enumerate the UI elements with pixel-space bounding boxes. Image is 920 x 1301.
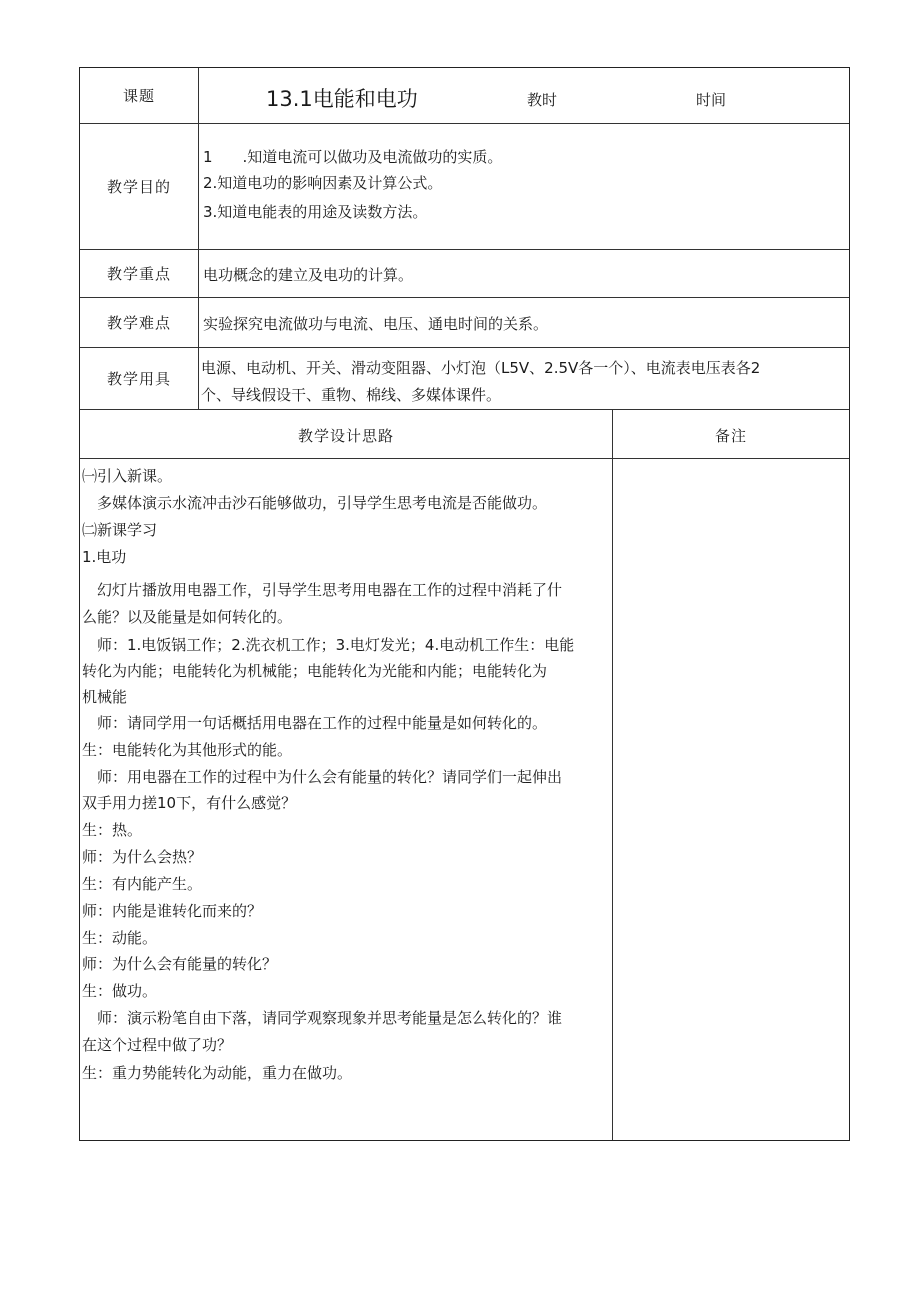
objective-item-1: 1 .知道电流可以做功及电流做功的实质。	[203, 148, 503, 166]
objective-item-3: 3.知道电能表的用途及读数方法。	[203, 203, 428, 221]
key-points-row	[80, 250, 849, 298]
topic-label: 课题	[80, 68, 199, 123]
design-line: ㈡新课学习	[82, 521, 158, 539]
design-title: 教学设计思路	[297, 427, 394, 445]
design-line: 转化为内能；电能转化为机械能；电能转化为光能和内能；电能转化为	[82, 662, 548, 680]
lesson-plan-table	[79, 67, 850, 1141]
topic-row	[80, 68, 849, 124]
difficulties-row	[80, 298, 849, 348]
design-line: 生：热。	[82, 821, 143, 839]
design-line: 多媒体演示水流冲击沙石能够做功，引导学生思考电流是否能做功。	[82, 494, 548, 512]
tools-line-2: 个、导线假设干、重物、棉线、多媒体课件。	[201, 386, 502, 404]
time-label: 时间	[696, 91, 727, 109]
design-line: 在这个过程中做了功？	[82, 1036, 233, 1054]
key-points-text: 电功概念的建立及电功的计算。	[203, 266, 414, 284]
design-line: 1.电功	[82, 548, 127, 566]
design-line: 师：内能是谁转化而来的？	[82, 902, 263, 920]
design-line: 师：用电器在工作的过程中为什么会有能量的转化？请同学们一起伸出	[82, 768, 563, 786]
design-line: 师：演示粉笔自由下落，请同学观察现象并思考能量是怎么转化的？谁	[82, 1009, 563, 1027]
tools-line-1: 电源、电动机、开关、滑动变阻器、小灯泡（L5V、2.5V各一个）、电流表电压表各2	[201, 359, 761, 377]
design-line: 生：电能转化为其他形式的能。	[82, 741, 293, 759]
design-line: 机械能	[82, 688, 128, 706]
key-points-label: 教学重点	[80, 250, 199, 297]
topic-title: 13.1电能和电功	[266, 87, 418, 111]
design-line: ㈠引入新课。	[82, 467, 173, 485]
design-line: 师：请同学用一句话概括用电器在工作的过程中能量是如何转化的。	[82, 714, 548, 732]
difficulties-label: 教学难点	[80, 298, 199, 347]
difficulties-text: 实验探究电流做功与电流、电压、通电时间的关系。	[203, 315, 549, 333]
design-header-row	[80, 410, 849, 459]
tools-label: 教学用具	[80, 348, 199, 409]
remarks-title: 备注	[714, 427, 747, 445]
design-line: 生：有内能产生。	[82, 875, 203, 893]
design-line: 师：为什么会有能量的转化？	[82, 955, 278, 973]
remarks-cell	[613, 459, 849, 1140]
objectives-label: 教学目的	[80, 124, 199, 249]
objectives-row	[80, 124, 849, 250]
tools-row	[80, 348, 849, 410]
design-line: 生：重力势能转化为动能，重力在做功。	[82, 1064, 353, 1082]
design-line: 师：为什么会热？	[82, 848, 203, 866]
design-line: 双手用力搓10下，有什么感觉？	[82, 794, 297, 812]
design-line: 师：1.电饭锅工作；2.洗衣机工作；3.电灯发光；4.电动机工作生：电能	[82, 636, 575, 654]
design-line: 幻灯片播放用电器工作，引导学生思考用电器在工作的过程中消耗了什	[82, 581, 563, 599]
design-line: 生：做功。	[82, 982, 158, 1000]
design-line: 生：动能。	[82, 929, 158, 947]
objective-item-2: 2.知道电功的影响因素及计算公式。	[203, 174, 443, 192]
design-body-row	[80, 459, 849, 1140]
period-label: 教时	[527, 91, 558, 109]
design-line: 么能？以及能量是如何转化的。	[82, 608, 293, 626]
